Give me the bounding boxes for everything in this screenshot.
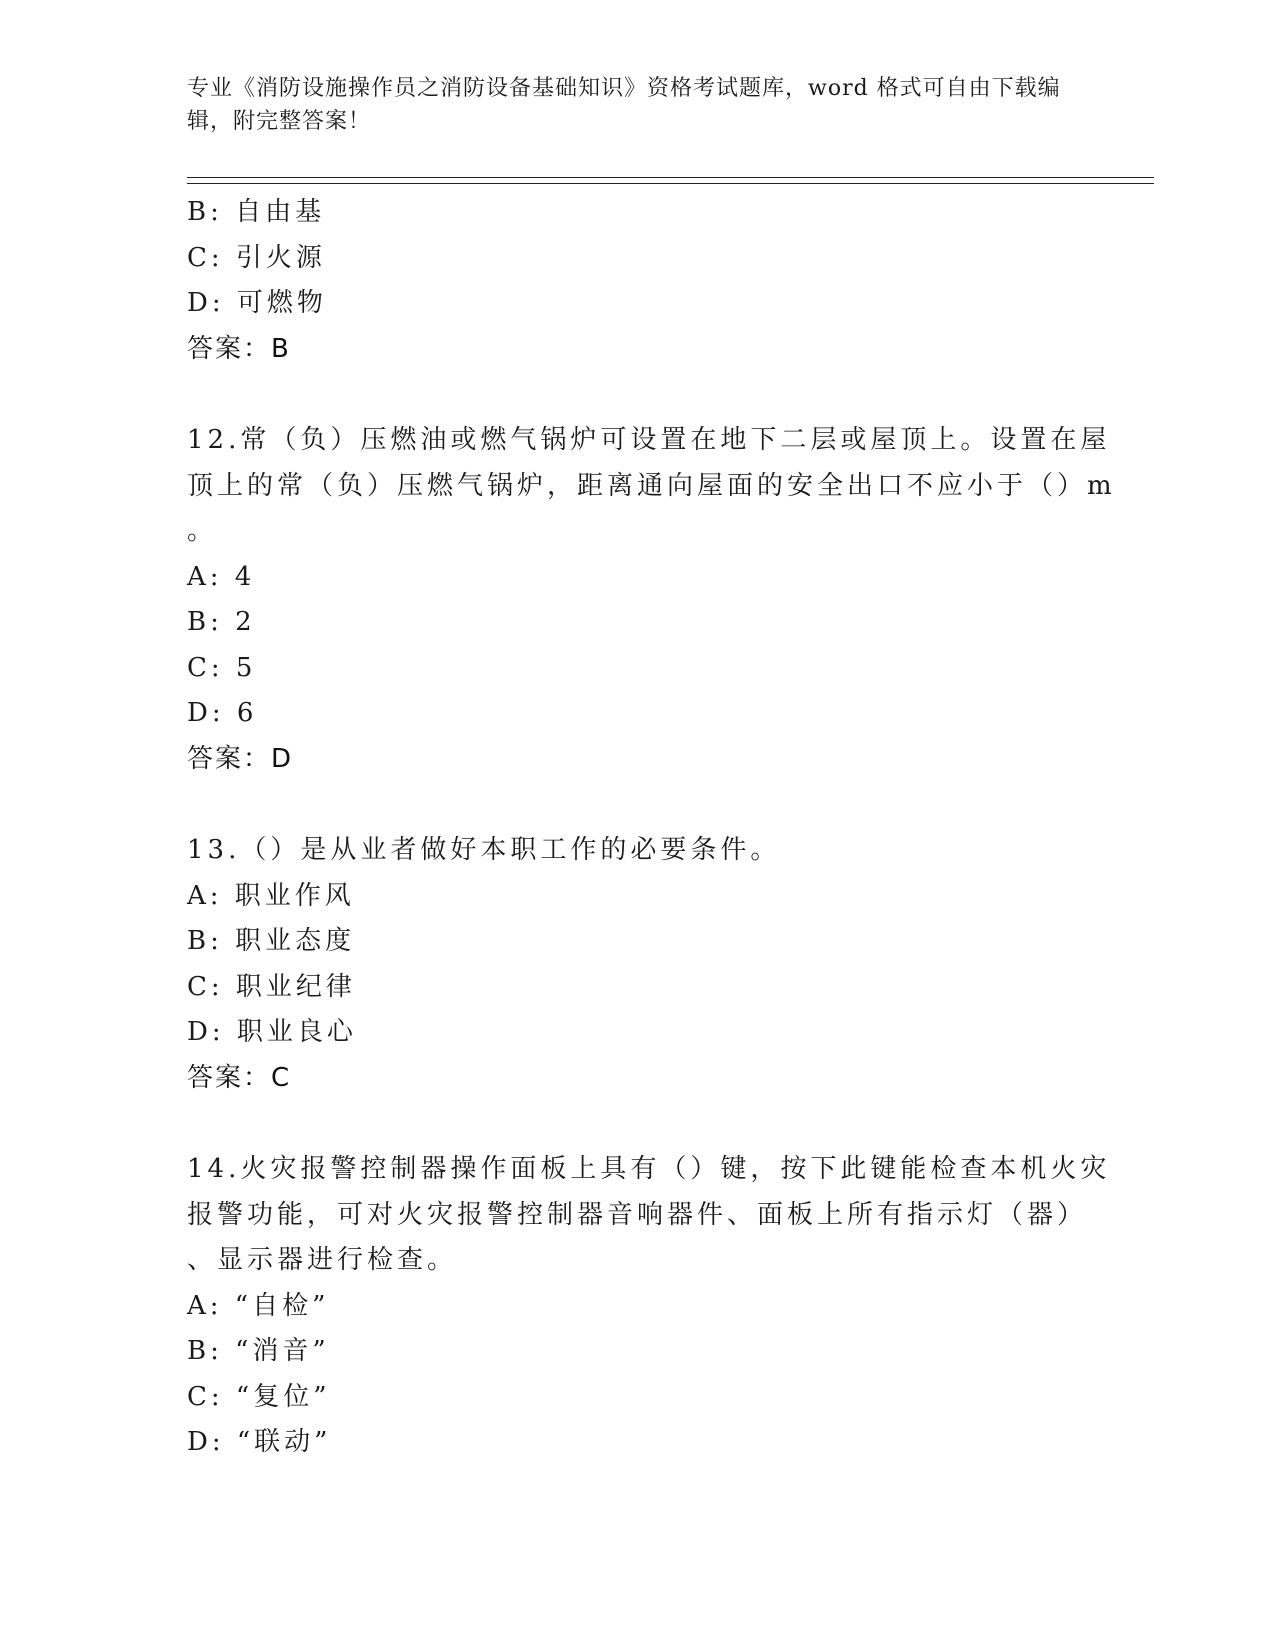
header-rule-bottom [187,183,1154,184]
option-d: D: 可燃物 [187,288,327,318]
option-a: A: 4 [187,561,256,592]
spacer [187,1101,1087,1147]
header-rule-top [187,177,1154,178]
question-13 [187,828,1087,1101]
question-stem-line: 报警功能，可对火灾报警控制器音响器件、面板上所有指示灯（器） [187,1199,1088,1230]
option-c: C: 5 [187,652,257,683]
document-body [187,190,1116,1466]
question-stem-line: 14.火灾报警控制器操作面板上具有（）键，按下此键能检查本机火灾 [187,1154,1111,1184]
spacer [187,372,1087,418]
question-stem-line: 13.（）是从业者做好本职工作的必要条件。 [187,835,781,865]
question-14 [187,1147,1111,1466]
option-b: B: 自由基 [187,197,326,227]
question-12 [187,418,1116,782]
question-stem-line: 顶上的常（负）压燃气锅炉，距离通向屋面的安全出口不应小于（）m [187,470,1116,501]
option-d: D: 职业良心 [187,1017,357,1047]
option-c: C: 引火源 [187,242,326,273]
question-stem-line: 。 [187,516,218,546]
answer-line: 答案：D [187,743,294,774]
question-11-continued [187,190,1087,372]
question-stem-line: 12.常（负）压燃油或燃气锅炉可设置在地下二层或屋顶上。设置在屋 [187,425,1111,455]
option-a: A: “自检” [187,1290,330,1321]
question-stem-line: 、显示器进行检查。 [187,1245,458,1275]
option-d: D: 6 [187,698,258,728]
option-d: D: “联动” [187,1427,332,1457]
answer-line: 答案：B [187,333,291,364]
option-a: A: 职业作风 [187,880,355,911]
option-b: B: “消音” [187,1336,330,1366]
answer-line: 答案：C [187,1062,292,1093]
option-b: B: 2 [187,607,256,637]
spacer [187,782,1087,828]
option-c: C: “复位” [187,1381,331,1412]
document-header: 专业《消防设施操作员之消防设备基础知识》资格考试题库，word 格式可自由下载编辑，附完整答案！ [187,76,1061,134]
option-b: B: 职业态度 [187,926,356,956]
option-c: C: 职业纪律 [187,971,356,1002]
